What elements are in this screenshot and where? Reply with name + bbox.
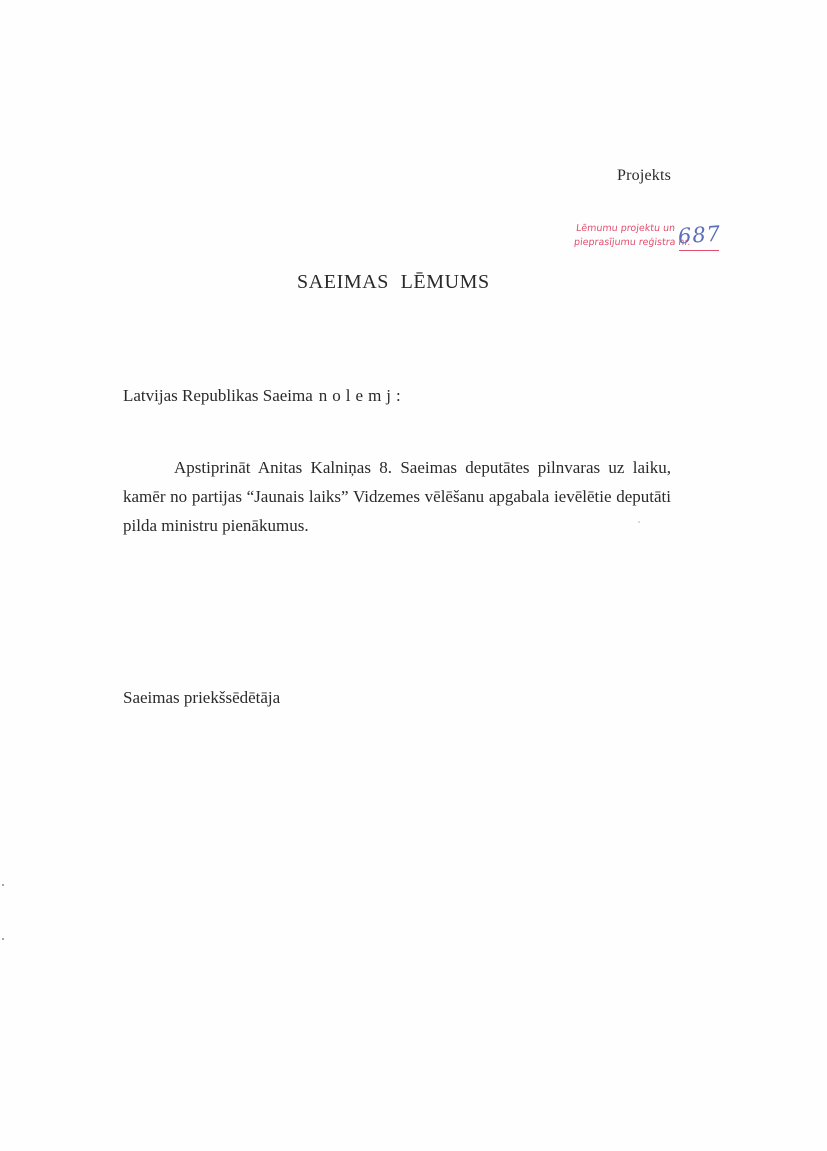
stamp-line-1: Lēmumu projektu un [575,223,676,234]
projekts-label: Projekts [617,167,672,184]
document-title: SAEIMAS LĒMUMS [297,271,490,293]
scan-speck [638,521,640,523]
stamp-handwritten-number: 687 [677,221,722,249]
intro-verb: nolemj: [318,386,406,405]
scan-speck [2,938,4,940]
intro-subject: Latvijas Republikas Saeima [123,386,313,405]
registry-stamp [574,219,744,259]
stamp-line-2: pieprasījumu reģistra nr. [573,237,692,248]
scan-speck [2,884,4,886]
resolution-paragraph: Apstiprināt Anitas Kalniņas 8. Saeimas deputātes pilnvaras uz laiku, kamēr no partijas “Jaunais laiks” Vidzemes vēlēšanu apgabala ievēlētie deputāti pilda ministru pienākumus. [123,458,671,535]
intro-line [123,386,406,406]
stamp-underline [679,250,719,251]
signature-line: Saeimas priekšsēdētāja [123,688,281,707]
